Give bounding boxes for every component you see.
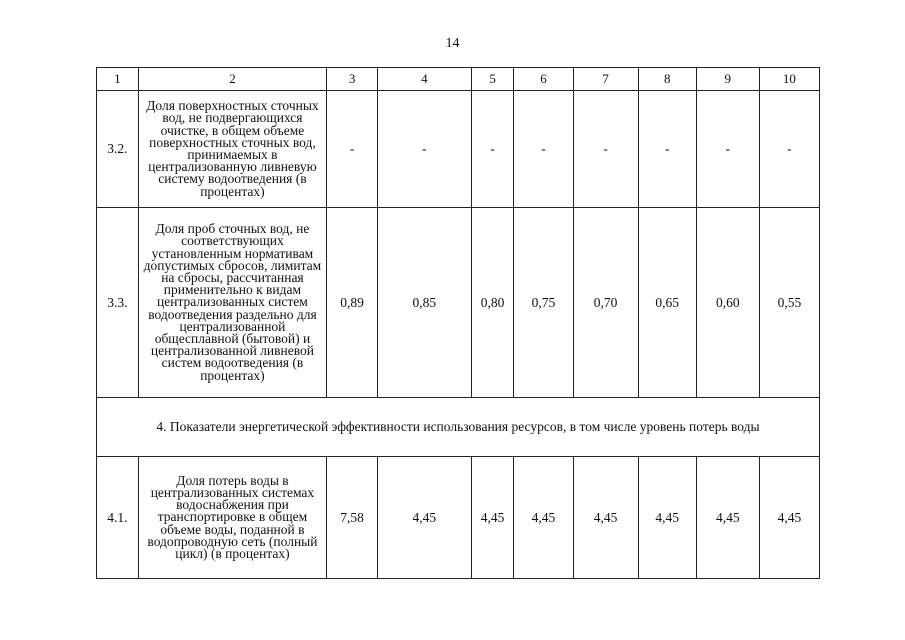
- header-cell: 1: [97, 68, 139, 91]
- indicators-table: [96, 67, 820, 579]
- value-cell: 4,45: [638, 457, 696, 579]
- value-cell: 0,89: [327, 208, 378, 398]
- value-cell: 4,45: [378, 457, 472, 579]
- value-cell: 0,65: [638, 208, 696, 398]
- row-description: Доля поверхностных сточных вод, не подвергающихся очистке, в общем объеме поверхностных сточных вод, принимаемых в централизованную ливневую систему водоотведения (в процентах): [138, 91, 326, 208]
- value-cell: -: [696, 91, 759, 208]
- value-cell: -: [573, 91, 638, 208]
- value-cell: 4,45: [514, 457, 573, 579]
- header-cell: 5: [471, 68, 514, 91]
- header-cell: 2: [138, 68, 326, 91]
- row-description: Доля потерь воды в централизованных системах водоснабжения при транспортировке в общем объеме воды, поданной в водопроводную сеть (полный цикл) (в процентах): [138, 457, 326, 579]
- row-number: 4.1.: [97, 457, 139, 579]
- row-number: 3.3.: [97, 208, 139, 398]
- value-cell: -: [471, 91, 514, 208]
- value-cell: -: [759, 91, 819, 208]
- value-cell: 0,85: [378, 208, 472, 398]
- value-cell: 4,45: [573, 457, 638, 579]
- value-cell: 7,58: [327, 457, 378, 579]
- row-number: 3.2.: [97, 91, 139, 208]
- value-cell: 0,70: [573, 208, 638, 398]
- header-cell: 9: [696, 68, 759, 91]
- header-cell: 10: [759, 68, 819, 91]
- value-cell: -: [514, 91, 573, 208]
- page-number: 14: [445, 36, 460, 51]
- value-cell: 0,80: [471, 208, 514, 398]
- value-cell: 4,45: [759, 457, 819, 579]
- section-title: 4. Показатели энергетической эффективности использования ресурсов, в том числе уровень потерь воды: [97, 398, 820, 457]
- header-row: [97, 68, 820, 91]
- value-cell: 4,45: [471, 457, 514, 579]
- value-cell: -: [327, 91, 378, 208]
- table-row: [97, 457, 820, 579]
- value-cell: 0,75: [514, 208, 573, 398]
- value-cell: 0,55: [759, 208, 819, 398]
- header-cell: 4: [378, 68, 472, 91]
- value-cell: -: [378, 91, 472, 208]
- header-cell: 3: [327, 68, 378, 91]
- table-row: [97, 91, 820, 208]
- value-cell: 0,60: [696, 208, 759, 398]
- header-cell: 7: [573, 68, 638, 91]
- section-row: [97, 398, 820, 457]
- value-cell: 4,45: [696, 457, 759, 579]
- header-cell: 6: [514, 68, 573, 91]
- row-description: Доля проб сточных вод, не соответствующих установленным нормативам допустимых сбросов, лимитам на сбросы, рассчитанная применительно к видам централизованных систем водоотведения раздельно для централизованной общесплавной (бытовой) и централизованной ливневой систем водоотведения (в процентах): [138, 208, 326, 398]
- table-row: [97, 208, 820, 398]
- value-cell: -: [638, 91, 696, 208]
- header-cell: 8: [638, 68, 696, 91]
